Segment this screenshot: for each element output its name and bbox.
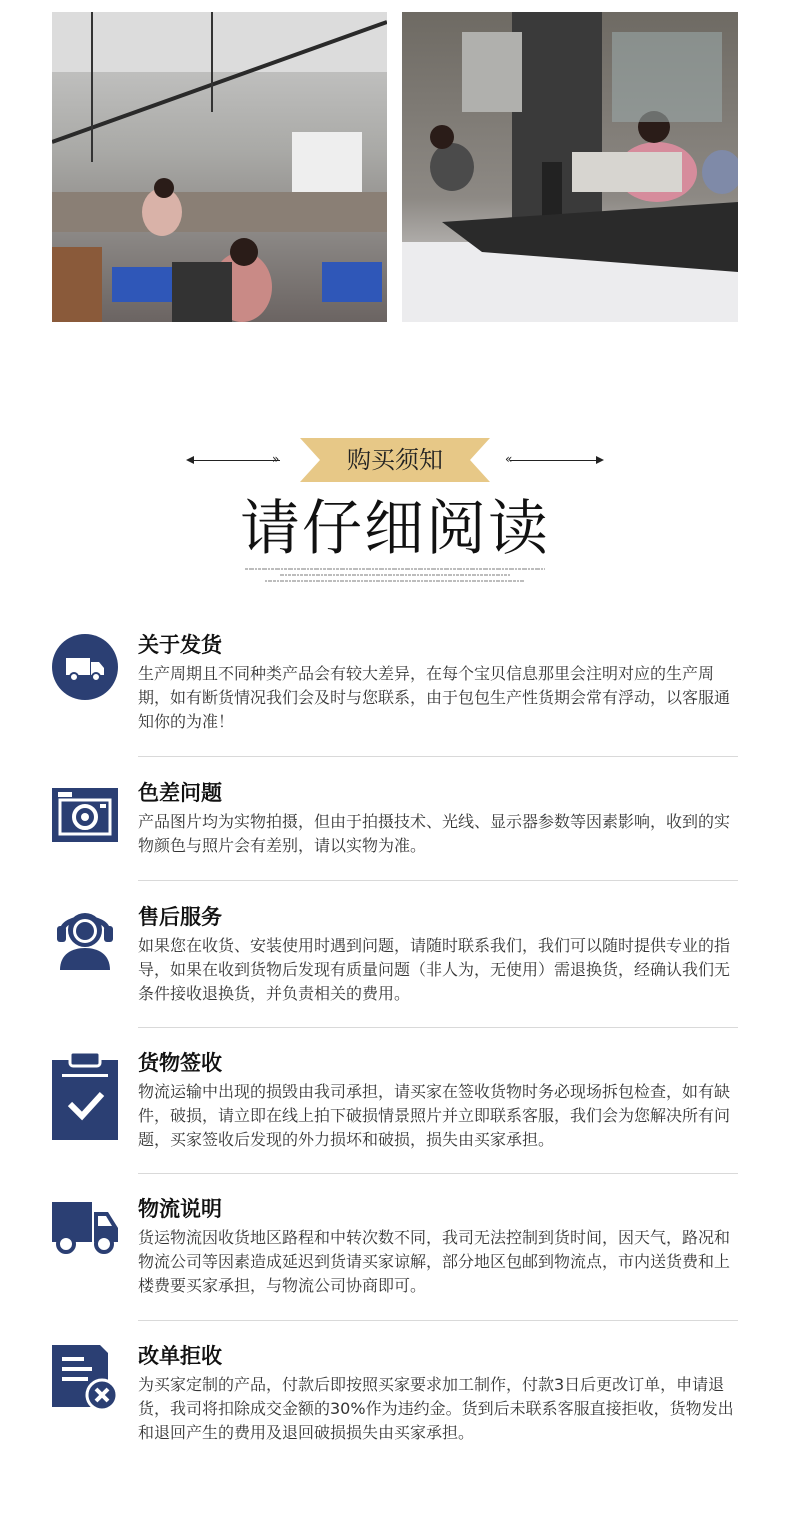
left-arrow-line: [188, 460, 280, 461]
headset-agent-icon: [52, 904, 118, 970]
section-title: 售后服务: [138, 905, 222, 929]
section-text: 如果您在收货、安装使用时遇到问题，请随时联系我们，我们可以随时提供专业的指导，如果在收到货物后发现有质量问题（非人为，无使用）需退换货，经确认我们无条件接收退换货，并负责相关的费用。: [138, 936, 731, 1003]
section-text: 生产周期且不同种类产品会有较大差异，在每个宝贝信息那里会注明对应的生产周期，如有断货情况我们会及时与您联系，由于包包生产性货期会常有浮动，以客服通知你的为准！: [138, 664, 731, 731]
section-title: 色差问题: [138, 781, 222, 805]
section-title: 改单拒收: [138, 1344, 222, 1368]
decorative-microtext: [240, 567, 550, 588]
section-text: 产品图片均为实物拍摄，但由于拍摄技术、光线、显示器参数等因素影响，收到的实物颜色与照片会有差别，请以实物为准。: [138, 812, 731, 855]
notice-banner: [0, 438, 790, 482]
right-arrowhead-icon: [596, 456, 604, 464]
divider: [138, 1027, 738, 1028]
banner-label: 购买须知: [347, 446, 443, 474]
document-cancel-icon: [52, 1345, 118, 1411]
section-text: 物流运输中出现的损毁由我司承担，请买家在签收货物时务必现场拆包检查，如有缺件，破损，请立即在线上拍下破损情景照片并立即联系客服，我们会为您解决所有问题，买家签收后发现的外力损坏和破损，损失由买家承担。: [138, 1082, 731, 1149]
section-text: 为买家定制的产品，付款后即按照买家要求加工制作，付款3日后更改订单，申请退货，我司将扣除成交金额的30%作为违约金。货到后未联系客服直接拒收，货物发出和退回产生的费用及退回破损损失由买家承担。: [138, 1375, 734, 1442]
delivery-van-icon: [52, 634, 118, 700]
right-arrow-line: [510, 460, 602, 461]
left-chevrons-icon: »: [272, 452, 278, 466]
banner-ribbon: [300, 438, 490, 482]
clipboard-check-icon: [52, 1050, 118, 1140]
factory-photo-workshop: [52, 12, 387, 322]
section-title: 物流说明: [138, 1197, 222, 1221]
truck-icon: [52, 1198, 118, 1264]
page-title: 请仔细阅读: [240, 494, 550, 564]
right-chevrons-icon: «: [505, 452, 511, 466]
left-arrowhead-icon: [186, 456, 194, 464]
factory-photo-sewing: [402, 12, 738, 322]
section-title: 关于发货: [138, 633, 222, 657]
section-title: 货物签收: [138, 1051, 222, 1075]
section-text: 货运物流因收货地区路程和中转次数不同，我司无法控制到货时间，因天气，路况和物流公司等因素造成延迟到货请买家谅解，部分地区包邮到物流点，市内送货费和上楼费要买家承担，与物流公司协商即可。: [138, 1228, 731, 1295]
divider: [138, 880, 738, 881]
divider: [138, 756, 738, 757]
divider: [138, 1173, 738, 1174]
divider: [138, 1320, 738, 1321]
camera-icon: [52, 782, 118, 848]
